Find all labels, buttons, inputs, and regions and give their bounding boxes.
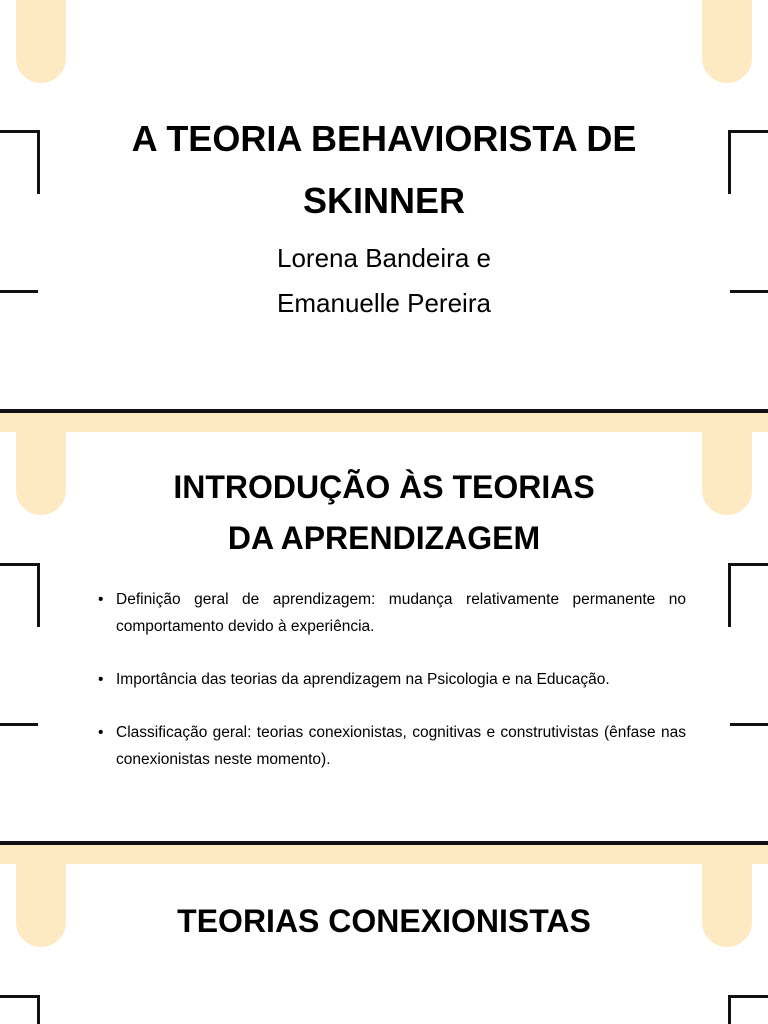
list-item: • Importância das teorias da aprendizagem na Psicologia e na Educação. [98, 671, 610, 688]
decorative-peg-left [16, 432, 66, 515]
slide-2-title-line-2: DA APRENDIZAGEM [227, 520, 541, 556]
author-line-2: Emanuelle Pereira [277, 288, 491, 318]
list-item: • Classificação geral: teorias conexionistas, cognitivas e construtivistas (ênfase nas conexionistas neste momento). [98, 724, 686, 768]
slide-gap-band [0, 845, 768, 864]
frame-corner-left [0, 563, 40, 627]
frame-dash-right [730, 723, 768, 726]
slide-1-title [90, 108, 678, 232]
list-item: • Definição geral de aprendizagem: mudança relativamente permanente no comportamento devido à experiência. [98, 591, 686, 635]
author-line-1: Lorena Bandeira e [277, 243, 491, 273]
slide-1 [0, 0, 768, 410]
slide-2-title-line-1: INTRODUÇÃO ÀS TEORIAS [173, 469, 595, 505]
bullet-text: Classificação geral: teorias conexionistas, cognitivas e construtivistas (ênfase nas conexionistas neste momento). [116, 724, 686, 768]
slide-1-title-line-1: A TEORIA BEHAVIORISTA DE [131, 118, 637, 159]
decorative-peg-right [702, 0, 752, 83]
bullet-text: Definição geral de aprendizagem: mudança relativamente permanente no comportamento devido à experiência. [116, 591, 686, 635]
decorative-peg-left [16, 0, 66, 83]
frame-corner-right [728, 995, 768, 1024]
decorative-peg-right [702, 432, 752, 515]
frame-corner-left [0, 130, 40, 194]
slide-3-title: TEORIAS CONEXIONISTAS [177, 903, 591, 939]
frame-dash-left [0, 723, 38, 726]
bullet-text: Importância das teorias da aprendizagem na Psicologia e na Educação. [116, 671, 610, 688]
slide-gap-band [0, 413, 768, 432]
authors [0, 236, 768, 326]
bullet-list [98, 586, 686, 799]
frame-corner-right [728, 130, 768, 194]
slide-2-title [100, 462, 668, 564]
frame-corner-left [0, 995, 40, 1024]
slide-1-title-line-2: SKINNER [302, 180, 466, 221]
frame-corner-right [728, 563, 768, 627]
